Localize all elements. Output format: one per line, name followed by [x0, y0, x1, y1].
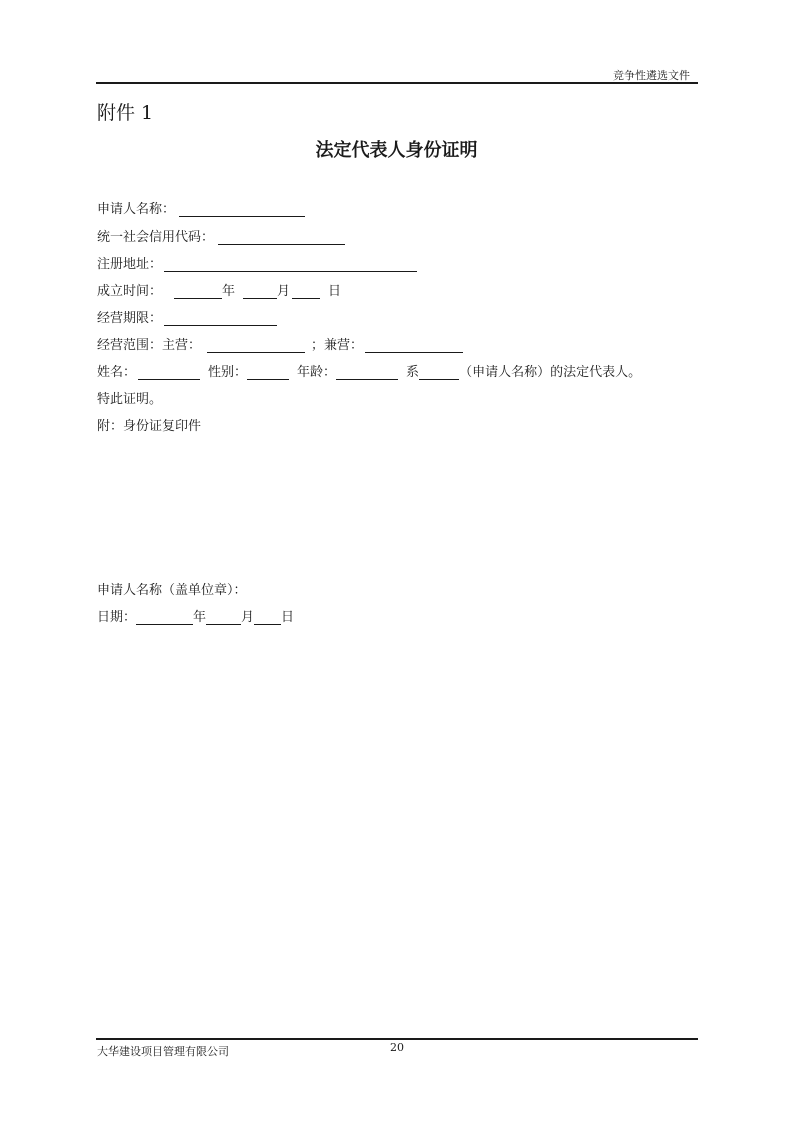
age-blank	[336, 365, 398, 380]
company-blank	[419, 365, 459, 380]
established-row	[97, 280, 341, 299]
applicant-seal-label: 申请人名称（盖单位章）：	[97, 583, 247, 598]
date-month-label: 月	[241, 610, 255, 625]
established-year-blank	[174, 284, 222, 299]
applicant-name-blank	[179, 202, 305, 217]
identity-row	[97, 361, 641, 380]
name-label: 姓名：	[97, 365, 137, 380]
term-row	[97, 307, 277, 326]
gender-blank	[247, 365, 289, 380]
established-year-label: 年	[222, 284, 236, 299]
legal-rep-suffix: （申请人名称）的法定代表人。	[459, 365, 642, 380]
credit-code-blank	[218, 230, 345, 245]
attachment-label: 附件 1	[97, 102, 154, 124]
established-label: 成立时间：	[97, 284, 163, 299]
age-label: 年龄：	[297, 365, 337, 380]
address-row	[97, 253, 417, 272]
footer-company: 大华建设项目管理有限公司	[97, 1045, 229, 1058]
scope-main-blank	[207, 338, 305, 353]
attachment-note: 附：身份证复印件	[97, 419, 202, 434]
certify-row	[97, 388, 162, 407]
gender-label: 性别：	[208, 365, 248, 380]
header-doc-type: 竞争性遴选文件	[613, 69, 690, 82]
page-number: 20	[390, 1041, 404, 1054]
is-label: 系	[406, 365, 420, 380]
credit-code-row	[97, 226, 345, 245]
scope-secondary-label: ；兼营：	[311, 338, 364, 353]
applicant-name-label: 申请人名称：	[97, 202, 176, 217]
address-label: 注册地址：	[97, 257, 163, 272]
scope-label: 经营范围：主营：	[97, 338, 202, 353]
established-day-blank	[292, 284, 320, 299]
signature-date-row	[97, 606, 294, 625]
term-label: 经营期限：	[97, 311, 163, 326]
date-day-blank	[254, 610, 281, 625]
date-year-blank	[136, 610, 193, 625]
header-rule	[96, 82, 698, 84]
date-day-label: 日	[281, 610, 295, 625]
scope-row	[97, 334, 463, 353]
date-label: 日期：	[97, 610, 137, 625]
footer-rule	[96, 1038, 698, 1040]
certify-text: 特此证明。	[97, 392, 163, 407]
scope-secondary-blank	[365, 338, 463, 353]
attachment-note-row	[97, 415, 201, 434]
date-year-label: 年	[193, 610, 207, 625]
page-title: 法定代表人身份证明	[315, 140, 478, 161]
name-blank	[138, 365, 200, 380]
applicant-name-row	[97, 198, 305, 217]
date-month-blank	[206, 610, 241, 625]
address-blank	[164, 257, 417, 272]
established-day-label: 日	[328, 284, 342, 299]
term-blank	[164, 311, 277, 326]
signature-seal-row	[97, 579, 247, 598]
established-month-label: 月	[277, 284, 291, 299]
established-month-blank	[243, 284, 277, 299]
credit-code-label: 统一社会信用代码：	[97, 230, 215, 245]
